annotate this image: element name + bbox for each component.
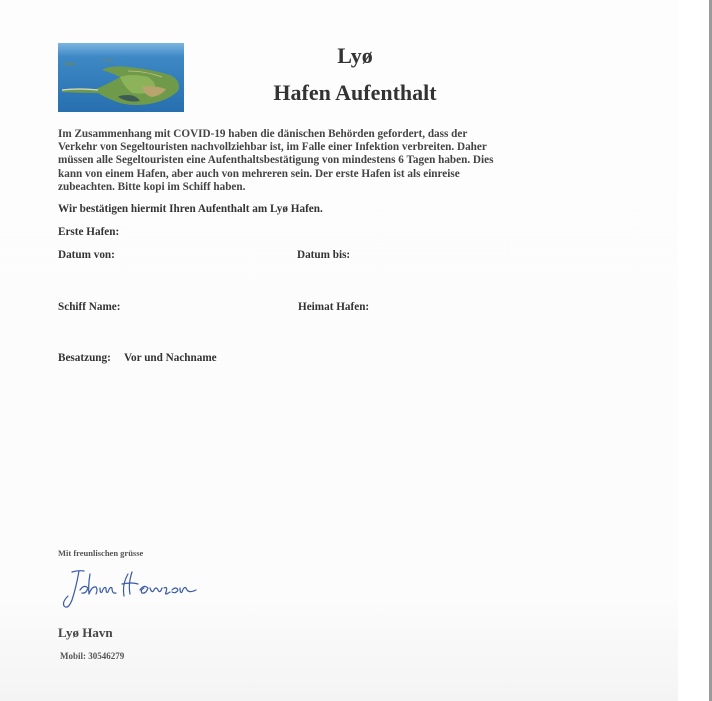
date-from-label: Datum von: [58, 249, 115, 261]
signature [58, 566, 208, 616]
crew-label: Besatzung: [58, 352, 111, 364]
organization-name: Lyø Havn [58, 625, 113, 640]
page-margin [678, 0, 710, 701]
intro-paragraph: Im Zusammenhang mit COVID-19 haben die dänischen Behörden gefordert, dass der Verkehr von Segeltouristen nachvollziehbar ist, im Falle einer Infektion verbreiten. Daher müssen alle Segeltouristen eine Aufenthaltsbestätigung von mindestens 6 Tagen haben. Dies kann von einem Hafen, aber auch von mehreren sein. Der erste Hafen ist als einreise zubeachten. Bitte kopi im Schiff haben. [58, 128, 494, 193]
confirmation-text: Wir bestätigen hiermit Ihren Aufenthalt am Lyø Hafen. [58, 203, 323, 215]
island-aerial-image [58, 43, 184, 112]
home-port-label: Heimat Hafen: [298, 301, 370, 313]
handwritten-signature-icon [58, 566, 208, 616]
date-to-label: Datum bis: [297, 249, 351, 261]
crew-hint: Vor und Nachname [124, 352, 217, 364]
ship-name-label: Schiff Name: [58, 301, 121, 313]
closing-greeting: Mit freunlischen grüsse [58, 548, 144, 558]
document-subtitle: Hafen Aufenthalt [273, 80, 437, 105]
document-title: Lyø [337, 43, 373, 68]
island-photo [58, 43, 184, 112]
mobile-number: Mobil: 30546279 [60, 651, 125, 661]
first-port-label: Erste Hafen: [58, 226, 120, 238]
